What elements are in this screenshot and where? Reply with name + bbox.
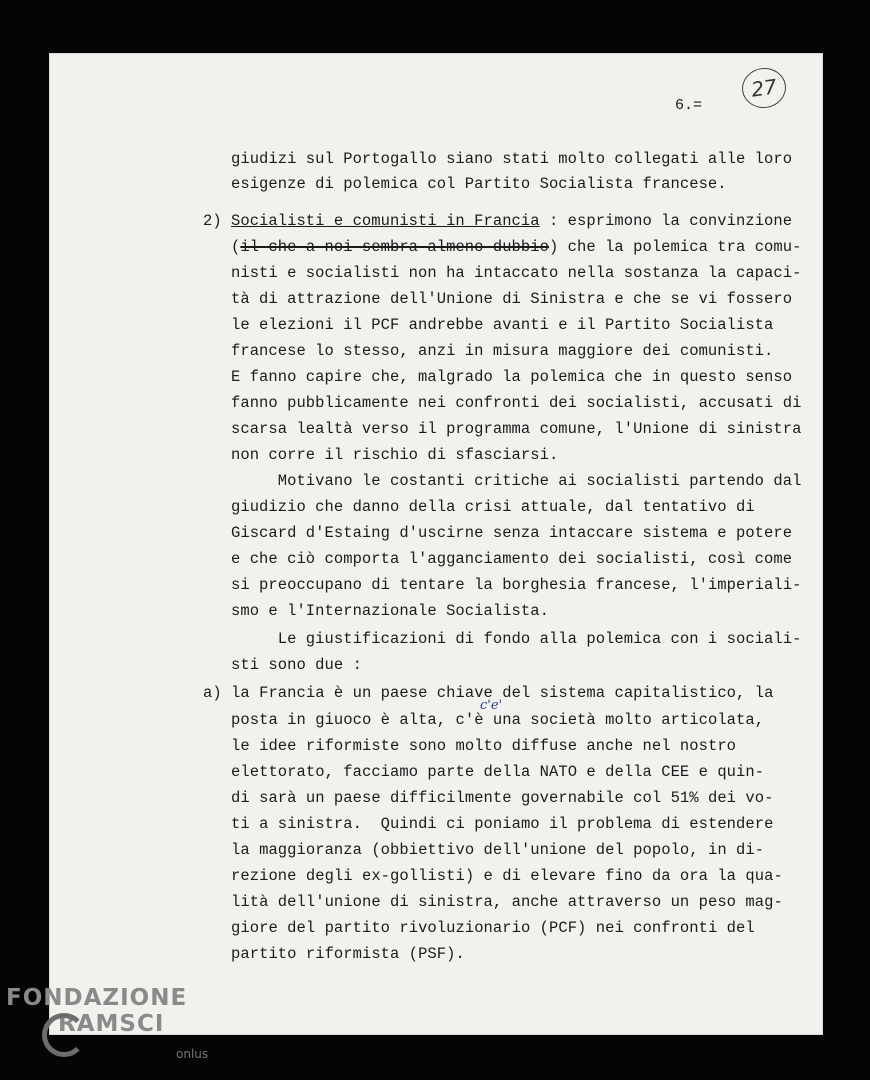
text-line: di sarà un paese difficilmente governabile col 51% dei vo-	[203, 789, 774, 807]
text-line: si preoccupano di tentare la borghesia francese, l'imperiali-	[231, 576, 802, 594]
logo-g-icon	[42, 1013, 86, 1057]
text-line: nisti e socialisti non ha intaccato nella sostanza la capaci-	[231, 264, 802, 282]
struck-line	[231, 238, 801, 256]
section-heading-line	[231, 212, 792, 230]
logo-line-3: onlus	[176, 1047, 209, 1061]
section-number: 2)	[203, 212, 222, 230]
text-line: Giscard d'Estaing d'uscirne senza intaccare sistema e potere	[231, 524, 793, 542]
logo-line-1: FONDAZIONE	[6, 985, 188, 1011]
text-line: le idee riformiste sono molto diffuse anche nel nostro	[203, 737, 737, 755]
text-line: e che ciò comporta l'agganciamento dei socialisti, così come	[231, 550, 793, 568]
text-line: fanno pubblicamente nei confronti dei socialisti, accusati di	[231, 394, 802, 412]
text-line: rezione degli ex-gollisti) e di elevare fino da ora la qua-	[203, 867, 783, 885]
page-number: 6.=	[675, 97, 703, 114]
fondazione-gramsci-logo	[6, 985, 209, 1061]
text-line: lità dell'unione di sinistra, anche attraverso un peso mag-	[203, 893, 783, 911]
text-line: Le giustificazioni di fondo alla polemica con i sociali-	[231, 630, 802, 648]
text-line: giore del partito rivoluzionario (PCF) nei confronti del	[203, 919, 755, 937]
text-line: posta in giuoco è alta, c'è una società molto articolata,	[203, 711, 765, 729]
struck-text: il che a noi sembra almeno dubbio	[240, 238, 549, 256]
text-line: francese lo stesso, anzi in misura maggiore dei comunisti.	[231, 342, 774, 360]
section-heading: Socialisti e comunisti in Francia	[231, 212, 540, 230]
archive-page-stamp: 27	[739, 65, 788, 111]
text-line: scarsa lealtà verso il programma comune, l'Unione di sinistra	[231, 420, 802, 438]
text-line: elettorato, facciamo parte della NATO e della CEE e quin-	[203, 763, 765, 781]
paren-close-rest: ) che la polemica tra comu-	[548, 238, 802, 256]
text-line: partito riformista (PSF).	[203, 945, 465, 963]
text-line: tà di attrazione dell'Unione di Sinistra e che se vi fossero	[231, 290, 793, 308]
text-line: giudizio che danno della crisi attuale, dal tentativo di	[231, 498, 755, 516]
heading-tail: : esprimono la convinzione	[539, 212, 793, 230]
document-page	[50, 54, 822, 1034]
text-line: Motivano le costanti critiche ai socialisti partendo dal	[231, 472, 802, 490]
text-line: E fanno capire che, malgrado la polemica che in questo senso	[231, 368, 793, 386]
text-line: le elezioni il PCF andrebbe avanti e il Partito Socialista	[231, 316, 774, 334]
handwritten-insertion: c'e'	[480, 698, 503, 713]
text-line: esigenze di polemica col Partito Socialista francese.	[231, 175, 727, 193]
text-line: la maggioranza (obbiettivo dell'unione del popolo, in di-	[203, 841, 765, 859]
text-line: non corre il rischio di sfasciarsi.	[231, 446, 559, 464]
text-line: a) la Francia è un paese chiave del sistema capitalistico, la	[203, 684, 774, 702]
text-line: sti sono due :	[231, 656, 362, 674]
text-line: giudizi sul Portogallo siano stati molto collegati alle loro	[231, 150, 793, 168]
logo-line-2: RAMSCI	[58, 1011, 165, 1037]
paren-open: (	[231, 238, 241, 256]
text-line: ti a sinistra. Quindi ci poniamo il problema di estendere	[203, 815, 774, 833]
text-line: smo e l'Internazionale Socialista.	[231, 602, 549, 620]
